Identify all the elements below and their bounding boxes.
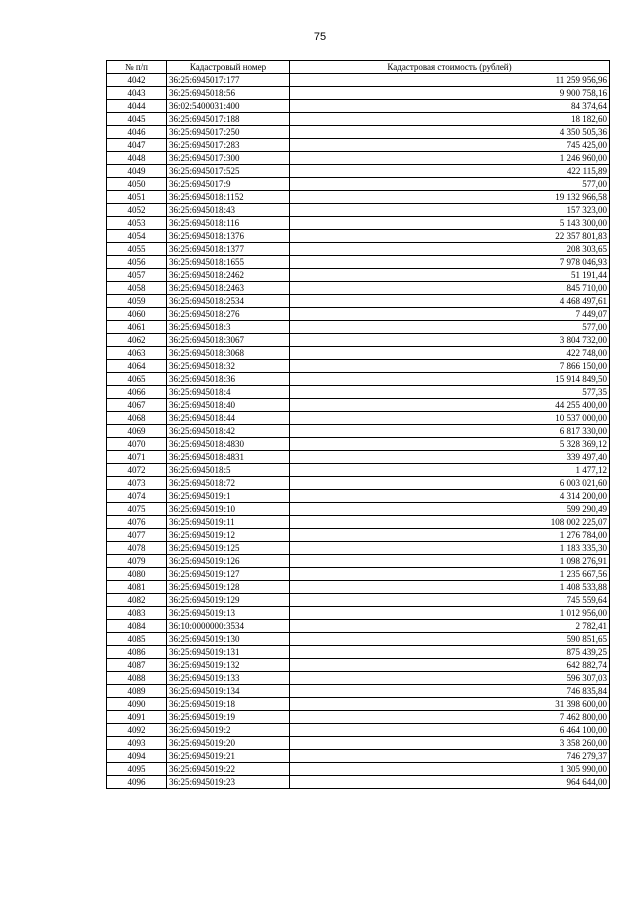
cadastral-number: 36:25:6945019:10: [167, 503, 290, 516]
table-row: [107, 191, 610, 204]
cadastral-value: 15 914 849,50: [290, 373, 610, 386]
table-row: [107, 776, 610, 789]
cadastral-value: 339 497,40: [290, 451, 610, 464]
row-index: 4063: [107, 347, 167, 360]
table-row: [107, 204, 610, 217]
cadastral-value: 10 537 000,00: [290, 412, 610, 425]
cadastral-value: 577,35: [290, 386, 610, 399]
row-index: 4083: [107, 607, 167, 620]
table-row: [107, 399, 610, 412]
row-index: 4077: [107, 529, 167, 542]
cadastral-value: 7 449,07: [290, 308, 610, 321]
cadastral-value: 1 098 276,91: [290, 555, 610, 568]
cadastral-value: 875 439,25: [290, 646, 610, 659]
table-row: [107, 659, 610, 672]
cadastral-value: 208 303,65: [290, 243, 610, 256]
row-index: 4074: [107, 490, 167, 503]
table-row: [107, 724, 610, 737]
cadastral-number: 36:25:6945018:2462: [167, 269, 290, 282]
cadastral-number: 36:25:6945019:131: [167, 646, 290, 659]
cadastral-number: 36:25:6945018:36: [167, 373, 290, 386]
cadastral-value: 1 276 784,00: [290, 529, 610, 542]
cadastral-number: 36:25:6945018:276: [167, 308, 290, 321]
row-index: 4057: [107, 269, 167, 282]
row-index: 4080: [107, 568, 167, 581]
cadastral-number: 36:25:6945019:133: [167, 672, 290, 685]
row-index: 4082: [107, 594, 167, 607]
cadastral-value: 7 866 150,00: [290, 360, 610, 373]
row-index: 4087: [107, 659, 167, 672]
table-row: [107, 503, 610, 516]
table-header-row: [107, 61, 610, 74]
row-index: 4048: [107, 152, 167, 165]
cadastral-number: 36:25:6945017:250: [167, 126, 290, 139]
cadastral-value: 1 477,12: [290, 464, 610, 477]
cadastral-value: 596 307,03: [290, 672, 610, 685]
cadastral-number: 36:25:6945018:3: [167, 321, 290, 334]
table-row: [107, 126, 610, 139]
table-row: [107, 243, 610, 256]
cadastral-number: 36:25:6945019:130: [167, 633, 290, 646]
table-row: [107, 490, 610, 503]
cadastral-value: 642 882,74: [290, 659, 610, 672]
table-row: [107, 542, 610, 555]
table-row: [107, 347, 610, 360]
cadastral-number: 36:25:6945019:129: [167, 594, 290, 607]
header-cadastral-number: Кадастровый номер: [167, 61, 290, 74]
table-row: [107, 178, 610, 191]
cadastral-number: 36:25:6945018:1152: [167, 191, 290, 204]
row-index: 4042: [107, 74, 167, 87]
table-row: [107, 581, 610, 594]
cadastral-number: 36:25:6945019:132: [167, 659, 290, 672]
table-row: [107, 100, 610, 113]
row-index: 4076: [107, 516, 167, 529]
cadastral-value: 22 357 801,83: [290, 230, 610, 243]
row-index: 4078: [107, 542, 167, 555]
table-row: [107, 477, 610, 490]
table-row: [107, 568, 610, 581]
cadastral-number: 36:25:6945018:40: [167, 399, 290, 412]
cadastral-value: 964 644,00: [290, 776, 610, 789]
cadastral-value: 422 115,89: [290, 165, 610, 178]
row-index: 4088: [107, 672, 167, 685]
row-index: 4047: [107, 139, 167, 152]
cadastral-table: [106, 60, 610, 789]
table-body: [107, 74, 610, 789]
cadastral-number: 36:25:6945018:2534: [167, 295, 290, 308]
row-index: 4062: [107, 334, 167, 347]
row-index: 4046: [107, 126, 167, 139]
cadastral-value: 19 132 966,58: [290, 191, 610, 204]
row-index: 4051: [107, 191, 167, 204]
cadastral-number: 36:25:6945017:300: [167, 152, 290, 165]
cadastral-number: 36:25:6945019:11: [167, 516, 290, 529]
cadastral-value: 11 259 956,96: [290, 74, 610, 87]
row-index: 4045: [107, 113, 167, 126]
table-row: [107, 737, 610, 750]
row-index: 4081: [107, 581, 167, 594]
row-index: 4059: [107, 295, 167, 308]
cadastral-value: 746 279,37: [290, 750, 610, 763]
cadastral-number: 36:25:6945018:3067: [167, 334, 290, 347]
header-index: № п/п: [107, 61, 167, 74]
cadastral-number: 36:25:6945019:2: [167, 724, 290, 737]
cadastral-value: 6 003 021,60: [290, 477, 610, 490]
row-index: 4069: [107, 425, 167, 438]
cadastral-number: 36:25:6945018:3068: [167, 347, 290, 360]
cadastral-number: 36:25:6945018:56: [167, 87, 290, 100]
row-index: 4044: [107, 100, 167, 113]
table-row: [107, 620, 610, 633]
table-row: [107, 555, 610, 568]
cadastral-value: 84 374,64: [290, 100, 610, 113]
row-index: 4053: [107, 217, 167, 230]
cadastral-number: 36:25:6945019:20: [167, 737, 290, 750]
cadastral-value: 1 235 667,56: [290, 568, 610, 581]
cadastral-value: 577,00: [290, 321, 610, 334]
cadastral-value: 845 710,00: [290, 282, 610, 295]
table-row: [107, 269, 610, 282]
cadastral-value: 746 835,84: [290, 685, 610, 698]
page-number: 75: [313, 31, 327, 43]
table-row: [107, 529, 610, 542]
cadastral-value: 9 900 758,16: [290, 87, 610, 100]
row-index: 4049: [107, 165, 167, 178]
cadastral-number: 36:25:6945019:125: [167, 542, 290, 555]
cadastral-number: 36:25:6945019:22: [167, 763, 290, 776]
row-index: 4058: [107, 282, 167, 295]
cadastral-number: 36:25:6945018:32: [167, 360, 290, 373]
cadastral-number: 36:10:0000000:3534: [167, 620, 290, 633]
cadastral-number: 36:25:6945018:5: [167, 464, 290, 477]
table-row: [107, 633, 610, 646]
cadastral-value: 590 851,65: [290, 633, 610, 646]
header-cadastral-value: Кадастровая стоимость (рублей): [290, 61, 610, 74]
cadastral-value: 577,00: [290, 178, 610, 191]
cadastral-number: 36:25:6945018:44: [167, 412, 290, 425]
cadastral-number: 36:25:6945018:1377: [167, 243, 290, 256]
cadastral-number: 36:25:6945019:128: [167, 581, 290, 594]
row-index: 4096: [107, 776, 167, 789]
row-index: 4050: [107, 178, 167, 191]
table-row: [107, 113, 610, 126]
cadastral-value: 3 804 732,00: [290, 334, 610, 347]
row-index: 4052: [107, 204, 167, 217]
table-row: [107, 464, 610, 477]
cadastral-number: 36:25:6945019:1: [167, 490, 290, 503]
cadastral-number: 36:25:6945017:9: [167, 178, 290, 191]
cadastral-number: 36:25:6945018:1376: [167, 230, 290, 243]
cadastral-number: 36:25:6945018:2463: [167, 282, 290, 295]
row-index: 4060: [107, 308, 167, 321]
row-index: 4085: [107, 633, 167, 646]
table-row: [107, 412, 610, 425]
row-index: 4079: [107, 555, 167, 568]
cadastral-value: 1 183 335,30: [290, 542, 610, 555]
cadastral-number: 36:25:6945019:126: [167, 555, 290, 568]
table-row: [107, 282, 610, 295]
cadastral-value: 2 782,41: [290, 620, 610, 633]
cadastral-number: 36:25:6945019:127: [167, 568, 290, 581]
table-row: [107, 256, 610, 269]
table-row: [107, 295, 610, 308]
row-index: 4094: [107, 750, 167, 763]
cadastral-value: 4 314 200,00: [290, 490, 610, 503]
cadastral-number: 36:25:6945019:13: [167, 607, 290, 620]
table-row: [107, 373, 610, 386]
cadastral-value: 157 323,00: [290, 204, 610, 217]
row-index: 4090: [107, 698, 167, 711]
cadastral-number: 36:25:6945018:4831: [167, 451, 290, 464]
cadastral-value: 422 748,00: [290, 347, 610, 360]
row-index: 4072: [107, 464, 167, 477]
cadastral-value: 3 358 260,00: [290, 737, 610, 750]
row-index: 4055: [107, 243, 167, 256]
row-index: 4091: [107, 711, 167, 724]
table-row: [107, 139, 610, 152]
table-row: [107, 334, 610, 347]
cadastral-number: 36:25:6945019:12: [167, 529, 290, 542]
cadastral-value: 6 464 100,00: [290, 724, 610, 737]
row-index: 4095: [107, 763, 167, 776]
row-index: 4084: [107, 620, 167, 633]
cadastral-number: 36:25:6945017:188: [167, 113, 290, 126]
cadastral-value: 745 425,00: [290, 139, 610, 152]
row-index: 4064: [107, 360, 167, 373]
cadastral-number: 36:02:5400031:400: [167, 100, 290, 113]
table-row: [107, 87, 610, 100]
row-index: 4075: [107, 503, 167, 516]
table-row: [107, 607, 610, 620]
row-index: 4073: [107, 477, 167, 490]
table-row: [107, 217, 610, 230]
cadastral-value: 44 255 400,00: [290, 399, 610, 412]
cadastral-number: 36:25:6945018:43: [167, 204, 290, 217]
cadastral-number: 36:25:6945019:19: [167, 711, 290, 724]
cadastral-value: 5 143 300,00: [290, 217, 610, 230]
row-index: 4066: [107, 386, 167, 399]
cadastral-value: 6 817 330,00: [290, 425, 610, 438]
cadastral-number: 36:25:6945019:23: [167, 776, 290, 789]
cadastral-number: 36:25:6945017:525: [167, 165, 290, 178]
row-index: 4068: [107, 412, 167, 425]
cadastral-number: 36:25:6945019:18: [167, 698, 290, 711]
table-row: [107, 360, 610, 373]
cadastral-number: 36:25:6945018:72: [167, 477, 290, 490]
table-row: [107, 308, 610, 321]
cadastral-value: 599 290,49: [290, 503, 610, 516]
cadastral-value: 1 408 533,88: [290, 581, 610, 594]
row-index: 4093: [107, 737, 167, 750]
table-row: [107, 321, 610, 334]
cadastral-value: 5 328 369,12: [290, 438, 610, 451]
table-row: [107, 516, 610, 529]
row-index: 4070: [107, 438, 167, 451]
table-row: [107, 594, 610, 607]
table-row: [107, 451, 610, 464]
row-index: 4065: [107, 373, 167, 386]
cadastral-number: 36:25:6945017:283: [167, 139, 290, 152]
cadastral-value: 745 559,64: [290, 594, 610, 607]
table-row: [107, 672, 610, 685]
table-row: [107, 425, 610, 438]
table-row: [107, 74, 610, 87]
cadastral-value: 7 462 800,00: [290, 711, 610, 724]
cadastral-number: 36:25:6945018:1655: [167, 256, 290, 269]
row-index: 4067: [107, 399, 167, 412]
row-index: 4071: [107, 451, 167, 464]
row-index: 4086: [107, 646, 167, 659]
cadastral-value: 51 191,44: [290, 269, 610, 282]
cadastral-value: 1 305 990,00: [290, 763, 610, 776]
cadastral-value: 1 012 956,00: [290, 607, 610, 620]
cadastral-value: 108 002 225,07: [290, 516, 610, 529]
cadastral-number: 36:25:6945018:116: [167, 217, 290, 230]
table-row: [107, 152, 610, 165]
cadastral-value: 1 246 960,00: [290, 152, 610, 165]
cadastral-number: 36:25:6945019:21: [167, 750, 290, 763]
table-row: [107, 438, 610, 451]
table-row: [107, 646, 610, 659]
row-index: 4061: [107, 321, 167, 334]
table-row: [107, 711, 610, 724]
cadastral-number: 36:25:6945018:4: [167, 386, 290, 399]
cadastral-value: 31 398 600,00: [290, 698, 610, 711]
table-row: [107, 386, 610, 399]
cadastral-number: 36:25:6945019:134: [167, 685, 290, 698]
table-row: [107, 230, 610, 243]
row-index: 4043: [107, 87, 167, 100]
cadastral-number: 36:25:6945017:177: [167, 74, 290, 87]
row-index: 4054: [107, 230, 167, 243]
row-index: 4089: [107, 685, 167, 698]
cadastral-number: 36:25:6945018:42: [167, 425, 290, 438]
cadastral-value: 7 978 046,93: [290, 256, 610, 269]
cadastral-value: 4 468 497,61: [290, 295, 610, 308]
cadastral-value: 4 350 505,36: [290, 126, 610, 139]
row-index: 4092: [107, 724, 167, 737]
row-index: 4056: [107, 256, 167, 269]
table-row: [107, 698, 610, 711]
cadastral-number: 36:25:6945018:4830: [167, 438, 290, 451]
table-row: [107, 685, 610, 698]
cadastral-value: 18 182,60: [290, 113, 610, 126]
table-row: [107, 750, 610, 763]
table-row: [107, 165, 610, 178]
table-row: [107, 763, 610, 776]
